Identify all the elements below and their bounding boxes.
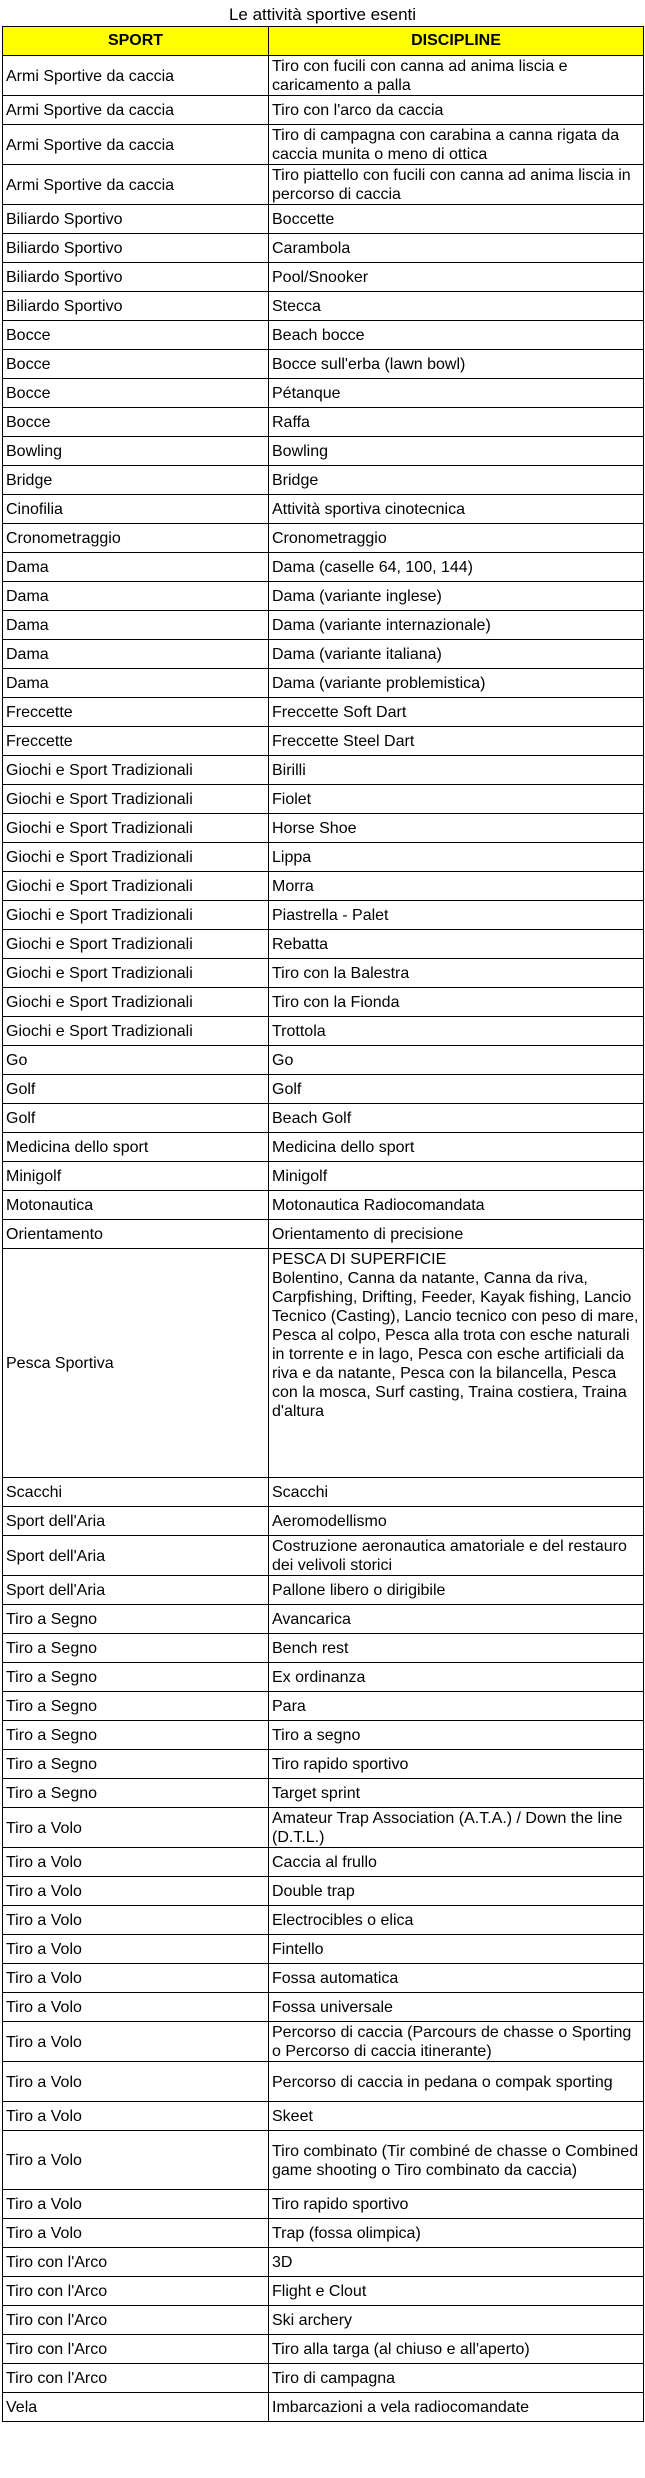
table-row xyxy=(3,1507,644,1536)
table-row xyxy=(3,292,644,321)
discipline-cell: Fintello xyxy=(269,1935,644,1964)
table-row xyxy=(3,698,644,727)
discipline-cell: Target sprint xyxy=(269,1779,644,1808)
table-row xyxy=(3,2062,644,2102)
table-row xyxy=(3,125,644,165)
discipline-cell: Scacchi xyxy=(269,1478,644,1507)
discipline-cell: 3D xyxy=(269,2248,644,2277)
sport-cell: Tiro a Segno xyxy=(3,1721,269,1750)
discipline-cell: Electrocibles o elica xyxy=(269,1906,644,1935)
table-row xyxy=(3,1663,644,1692)
sport-cell: Cinofilia xyxy=(3,495,269,524)
sport-cell: Giochi e Sport Tradizionali xyxy=(3,843,269,872)
sport-cell: Bowling xyxy=(3,437,269,466)
discipline-cell: Avancarica xyxy=(269,1605,644,1634)
table-row xyxy=(3,611,644,640)
discipline-cell: Freccette Soft Dart xyxy=(269,698,644,727)
discipline-cell: Bowling xyxy=(269,437,644,466)
sport-cell: Tiro a Volo xyxy=(3,2219,269,2248)
discipline-cell: Rebatta xyxy=(269,930,644,959)
discipline-cell: Tiro piattello con fucili con canna ad anima liscia in percorso di caccia xyxy=(269,165,644,205)
discipline-cell: Dama (variante internazionale) xyxy=(269,611,644,640)
table-row xyxy=(3,2335,644,2364)
sport-cell: Armi Sportive da caccia xyxy=(3,165,269,205)
sport-cell: Tiro a Segno xyxy=(3,1750,269,1779)
discipline-cell: Skeet xyxy=(269,2102,644,2131)
header-discipline: DISCIPLINE xyxy=(269,27,644,56)
sport-cell: Tiro con l'Arco xyxy=(3,2335,269,2364)
discipline-cell: Beach Golf xyxy=(269,1104,644,1133)
sport-cell: Giochi e Sport Tradizionali xyxy=(3,1017,269,1046)
sport-cell: Armi Sportive da caccia xyxy=(3,96,269,125)
discipline-cell: Tiro combinato (Tir combiné de chasse o Combined game shooting o Tiro combinato da caccia) xyxy=(269,2131,644,2190)
header-sport: SPORT xyxy=(3,27,269,56)
table-row xyxy=(3,2102,644,2131)
discipline-cell: Boccette xyxy=(269,205,644,234)
table-row xyxy=(3,379,644,408)
sport-cell: Pesca Sportiva xyxy=(3,1249,269,1478)
discipline-cell: Dama (variante inglese) xyxy=(269,582,644,611)
sport-cell: Dama xyxy=(3,553,269,582)
sport-cell: Giochi e Sport Tradizionali xyxy=(3,901,269,930)
discipline-cell: Piastrella - Palet xyxy=(269,901,644,930)
discipline-cell: Pool/Snooker xyxy=(269,263,644,292)
discipline-cell: Pallone libero o dirigibile xyxy=(269,1576,644,1605)
table-row xyxy=(3,901,644,930)
sport-cell: Medicina dello sport xyxy=(3,1133,269,1162)
table-row xyxy=(3,1808,644,1848)
sport-cell: Freccette xyxy=(3,727,269,756)
table-row xyxy=(3,165,644,205)
sport-cell: Tiro a Segno xyxy=(3,1605,269,1634)
table-row xyxy=(3,1220,644,1249)
discipline-cell: Trap (fossa olimpica) xyxy=(269,2219,644,2248)
discipline-cell: Attività sportiva cinotecnica xyxy=(269,495,644,524)
table-row xyxy=(3,959,644,988)
sport-cell: Bridge xyxy=(3,466,269,495)
table-row xyxy=(3,1848,644,1877)
discipline-cell: Trottola xyxy=(269,1017,644,1046)
sport-cell: Tiro a Volo xyxy=(3,2022,269,2062)
table-row xyxy=(3,524,644,553)
table-row xyxy=(3,2248,644,2277)
sport-cell: Sport dell'Aria xyxy=(3,1507,269,1536)
sport-cell: Tiro con l'Arco xyxy=(3,2306,269,2335)
sport-cell: Tiro a Segno xyxy=(3,1634,269,1663)
table-row xyxy=(3,1935,644,1964)
table-row xyxy=(3,234,644,263)
discipline-cell: Horse Shoe xyxy=(269,814,644,843)
table-body xyxy=(3,56,644,2422)
discipline-cell: Aeromodellismo xyxy=(269,1507,644,1536)
table-row xyxy=(3,756,644,785)
table-row xyxy=(3,553,644,582)
sport-cell: Giochi e Sport Tradizionali xyxy=(3,988,269,1017)
discipline-cell: Cronometraggio xyxy=(269,524,644,553)
sport-cell: Giochi e Sport Tradizionali xyxy=(3,959,269,988)
sport-cell: Tiro a Volo xyxy=(3,1906,269,1935)
discipline-cell: Tiro rapido sportivo xyxy=(269,1750,644,1779)
discipline-cell: Tiro rapido sportivo xyxy=(269,2190,644,2219)
table-row xyxy=(3,2306,644,2335)
discipline-cell: Motonautica Radiocomandata xyxy=(269,1191,644,1220)
discipline-cell: Bocce sull'erba (lawn bowl) xyxy=(269,350,644,379)
sport-cell: Tiro a Segno xyxy=(3,1663,269,1692)
discipline-cell: Orientamento di precisione xyxy=(269,1220,644,1249)
discipline-cell: Flight e Clout xyxy=(269,2277,644,2306)
table-row xyxy=(3,1017,644,1046)
sport-cell: Biliardo Sportivo xyxy=(3,263,269,292)
table-row xyxy=(3,1191,644,1220)
table-row xyxy=(3,640,644,669)
table-row xyxy=(3,1576,644,1605)
sport-cell: Biliardo Sportivo xyxy=(3,234,269,263)
sport-cell: Dama xyxy=(3,611,269,640)
discipline-cell: Fiolet xyxy=(269,785,644,814)
sport-cell: Tiro a Volo xyxy=(3,1808,269,1848)
table-row xyxy=(3,727,644,756)
discipline-cell: Carambola xyxy=(269,234,644,263)
discipline-cell: Birilli xyxy=(269,756,644,785)
table-row xyxy=(3,1162,644,1191)
sport-cell: Vela xyxy=(3,2393,269,2422)
table-row xyxy=(3,843,644,872)
table-row xyxy=(3,495,644,524)
sport-cell: Golf xyxy=(3,1075,269,1104)
discipline-cell: Lippa xyxy=(269,843,644,872)
discipline-cell: Tiro con la Balestra xyxy=(269,959,644,988)
table-row xyxy=(3,437,644,466)
sport-cell: Tiro con l'Arco xyxy=(3,2277,269,2306)
discipline-cell: Imbarcazioni a vela radiocomandate xyxy=(269,2393,644,2422)
discipline-cell: Amateur Trap Association (A.T.A.) / Down the line (D.T.L.) xyxy=(269,1808,644,1848)
sport-cell: Giochi e Sport Tradizionali xyxy=(3,756,269,785)
sport-cell: Sport dell'Aria xyxy=(3,1536,269,1576)
discipline-cell: Fossa automatica xyxy=(269,1964,644,1993)
discipline-cell: Go xyxy=(269,1046,644,1075)
discipline-cell: Ski archery xyxy=(269,2306,644,2335)
sport-cell: Minigolf xyxy=(3,1162,269,1191)
table-row xyxy=(3,814,644,843)
sport-cell: Tiro a Volo xyxy=(3,1877,269,1906)
discipline-cell: PESCA DI SUPERFICIE Bolentino, Canna da natante, Canna da riva, Carpfishing, Drifting, Feeder, Kayak fishing, Lancio Tecnico (Casting), Lancio tecnico con peso di mare, Pesca al colpo, Pesca alla trota con esche naturali in torrente e in lago, Pesca con esche artificiali da riva e da natante, Pesca con la bilancella, Pesca con la mosca, Surf casting, Traina costiera, Traina d'altura xyxy=(269,1249,644,1478)
table-row xyxy=(3,2190,644,2219)
discipline-cell: Tiro di campagna con carabina a canna rigata da caccia munita o meno di ottica xyxy=(269,125,644,165)
discipline-cell: Caccia al frullo xyxy=(269,1848,644,1877)
table-row xyxy=(3,1964,644,1993)
sport-cell: Dama xyxy=(3,640,269,669)
discipline-cell: Tiro con fucili con canna ad anima liscia e caricamento a palla xyxy=(269,56,644,96)
sport-cell: Tiro a Volo xyxy=(3,1964,269,1993)
sport-cell: Giochi e Sport Tradizionali xyxy=(3,930,269,959)
table-row xyxy=(3,1906,644,1935)
sport-cell: Tiro con l'Arco xyxy=(3,2248,269,2277)
discipline-cell: Dama (variante problemistica) xyxy=(269,669,644,698)
table-row xyxy=(3,96,644,125)
discipline-cell: Tiro a segno xyxy=(269,1721,644,1750)
discipline-cell: Morra xyxy=(269,872,644,901)
table-row xyxy=(3,1133,644,1162)
discipline-cell: Freccette Steel Dart xyxy=(269,727,644,756)
sport-cell: Giochi e Sport Tradizionali xyxy=(3,872,269,901)
sport-cell: Giochi e Sport Tradizionali xyxy=(3,814,269,843)
table-row xyxy=(3,582,644,611)
discipline-cell: Tiro di campagna xyxy=(269,2364,644,2393)
discipline-cell: Beach bocce xyxy=(269,321,644,350)
discipline-cell: Fossa universale xyxy=(269,1993,644,2022)
table-row xyxy=(3,1104,644,1133)
table-row xyxy=(3,1075,644,1104)
table-row xyxy=(3,1779,644,1808)
table-row xyxy=(3,263,644,292)
table-row xyxy=(3,872,644,901)
table-title: Le attività sportive esenti xyxy=(228,5,417,24)
sport-cell: Dama xyxy=(3,582,269,611)
sport-cell: Freccette xyxy=(3,698,269,727)
discipline-cell: Costruzione aeronautica amatoriale e del restauro dei velivoli storici xyxy=(269,1536,644,1576)
discipline-cell: Para xyxy=(269,1692,644,1721)
discipline-cell: Tiro alla targa (al chiuso e all'aperto) xyxy=(269,2335,644,2364)
sport-cell: Biliardo Sportivo xyxy=(3,205,269,234)
table-row xyxy=(3,1536,644,1576)
table-row xyxy=(3,1634,644,1663)
discipline-cell: Medicina dello sport xyxy=(269,1133,644,1162)
table-row xyxy=(3,2277,644,2306)
sport-cell: Tiro a Volo xyxy=(3,1935,269,1964)
table-row xyxy=(3,669,644,698)
sport-cell: Tiro a Volo xyxy=(3,2131,269,2190)
sport-cell: Armi Sportive da caccia xyxy=(3,56,269,96)
discipline-cell: Golf xyxy=(269,1075,644,1104)
table-row xyxy=(3,466,644,495)
sport-cell: Sport dell'Aria xyxy=(3,1576,269,1605)
sport-cell: Tiro a Volo xyxy=(3,1993,269,2022)
table-row xyxy=(3,205,644,234)
sport-cell: Orientamento xyxy=(3,1220,269,1249)
discipline-cell: Stecca xyxy=(269,292,644,321)
sport-cell: Tiro a Volo xyxy=(3,2190,269,2219)
header-row xyxy=(3,27,644,56)
discipline-cell: Pétanque xyxy=(269,379,644,408)
sport-cell: Bocce xyxy=(3,408,269,437)
sport-cell: Tiro a Segno xyxy=(3,1779,269,1808)
discipline-cell: Raffa xyxy=(269,408,644,437)
sport-cell: Golf xyxy=(3,1104,269,1133)
sport-cell: Tiro a Segno xyxy=(3,1692,269,1721)
sport-cell: Tiro a Volo xyxy=(3,2102,269,2131)
table-row xyxy=(3,408,644,437)
discipline-cell: Tiro con l'arco da caccia xyxy=(269,96,644,125)
sport-cell: Cronometraggio xyxy=(3,524,269,553)
discipline-cell: Bench rest xyxy=(269,1634,644,1663)
discipline-cell: Percorso di caccia (Parcours de chasse o Sporting o Percorso di caccia itinerante) xyxy=(269,2022,644,2062)
discipline-cell: Tiro con la Fionda xyxy=(269,988,644,1017)
table-row xyxy=(3,1877,644,1906)
sport-cell: Tiro con l'Arco xyxy=(3,2364,269,2393)
table-row xyxy=(3,1993,644,2022)
sport-cell: Bocce xyxy=(3,379,269,408)
table-row xyxy=(3,350,644,379)
table-row xyxy=(3,988,644,1017)
sport-cell: Armi Sportive da caccia xyxy=(3,125,269,165)
sport-cell: Bocce xyxy=(3,321,269,350)
discipline-cell: Dama (caselle 64, 100, 144) xyxy=(269,553,644,582)
table-row xyxy=(3,2364,644,2393)
table-row xyxy=(3,56,644,96)
sport-cell: Motonautica xyxy=(3,1191,269,1220)
sport-cell: Scacchi xyxy=(3,1478,269,1507)
sport-cell: Tiro a Volo xyxy=(3,1848,269,1877)
table-row xyxy=(3,1046,644,1075)
discipline-cell: Ex ordinanza xyxy=(269,1663,644,1692)
table-row xyxy=(3,2393,644,2422)
table-row xyxy=(3,930,644,959)
sport-cell: Dama xyxy=(3,669,269,698)
discipline-cell: Bridge xyxy=(269,466,644,495)
table-row xyxy=(3,2219,644,2248)
sport-cell: Biliardo Sportivo xyxy=(3,292,269,321)
table-row xyxy=(3,1721,644,1750)
table-row xyxy=(3,2022,644,2062)
discipline-cell: Percorso di caccia in pedana o compak sporting xyxy=(269,2062,644,2102)
sport-cell: Go xyxy=(3,1046,269,1075)
table-row xyxy=(3,1692,644,1721)
table-row xyxy=(3,2131,644,2190)
sport-cell: Giochi e Sport Tradizionali xyxy=(3,785,269,814)
table-row xyxy=(3,321,644,350)
table-row xyxy=(3,1750,644,1779)
table-row xyxy=(3,1249,644,1478)
sports-table xyxy=(2,26,644,2422)
table-row xyxy=(3,1605,644,1634)
discipline-cell: Dama (variante italiana) xyxy=(269,640,644,669)
table-row xyxy=(3,1478,644,1507)
discipline-cell: Minigolf xyxy=(269,1162,644,1191)
table-row xyxy=(3,785,644,814)
sport-cell: Tiro a Volo xyxy=(3,2062,269,2102)
discipline-cell: Double trap xyxy=(269,1877,644,1906)
sport-cell: Bocce xyxy=(3,350,269,379)
